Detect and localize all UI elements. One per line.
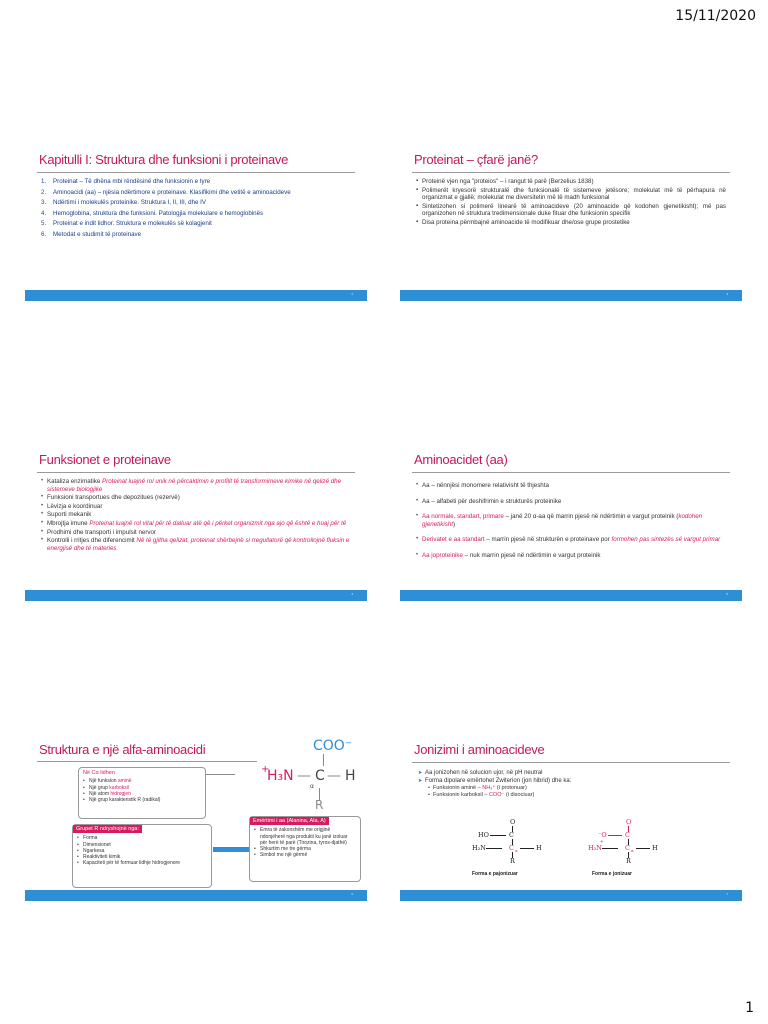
- title-divider: [412, 472, 730, 473]
- slide-1: [25, 136, 367, 301]
- page-number: 1: [745, 1000, 754, 1016]
- ionization-list: [418, 769, 728, 799]
- slide-footer: 5: [400, 590, 742, 601]
- list-item: • Prodhimi dhe transporti i impulsit nervor: [41, 529, 351, 537]
- list-item: • Aa – nënnjësi monomere relativisht të thjeshta: [416, 482, 726, 490]
- connector-bar: [213, 847, 249, 852]
- list-item: • Lëvizja e koordinuar: [41, 503, 351, 511]
- list-item: • Reaktiviteti kimik: [83, 854, 207, 860]
- slide-3: [25, 436, 367, 601]
- list-item: • Kapaciteti për të formuar lidhje hidrogjenore: [83, 860, 207, 866]
- list-item: ➤ Aa jonizohen në solucion ujor, në pH neutral: [418, 769, 728, 777]
- list-item: ▪ Sintetizohen si polimerë linearë të aminoacideve (20 aminoacide që kodohen gjenetikisht); më pas organizohen në struktura tredimensionale duke fituar dhe funksionin specifik: [416, 203, 726, 218]
- slide-4: [400, 436, 742, 601]
- list-item: • Funksionin karboksil – COO⁻ (i disociuar): [433, 792, 728, 799]
- list-item: ▪ Disa proteina përmbajnë aminoacide të modifikuar dhe/ose grupe prostetike: [416, 219, 726, 227]
- aminoacid-list: [416, 482, 726, 568]
- list-item: ▪ Proteinë vjen nga "proteios" – i rangut të parë (Berzelius 1838): [416, 178, 726, 186]
- list-item: 6. Metodat e studimit të proteinave: [41, 230, 142, 238]
- unionized-label: Forma e pajonizuar: [472, 871, 518, 877]
- list-item: 5. Proteinat e indit lidhor. Struktura e molekulës së kolagjenit: [41, 220, 212, 228]
- list-item: • Një funksion aminë: [89, 778, 201, 784]
- slide-footer: 7: [400, 890, 742, 901]
- list-item: • Një grup karboksil: [89, 785, 201, 791]
- slide-footer: 4: [25, 590, 367, 601]
- naming-box: Emërtimi i aa (Alanina, Ala, A) • Emra të zakonshëm me origjinë ndonjëherë nga produkti ku janë izoluar për herë të parë (Tirozina, tyros-djathë) • Shkurtim me tre gërma • Simbol me një gërmë: [249, 816, 361, 882]
- alpha-aminoacid-formula: COO⁻ + H₃N — C α — H R: [261, 738, 356, 812]
- list-item: • Kontrolli i rritjes dhe diferencimit Në të gjitha qelizat, proteinat shërbejnë si rregullatorë që kontrollojnë fluksin e energjisë dhe të materies: [41, 537, 351, 552]
- list-item: • Funksioni transportues dhe depozitues (rezervë): [41, 494, 351, 502]
- list-item: • Kataliza enzimatike Proteinat luajnë rol unik në përcaktimin e profilit të transformimeve kimike në qelizë dhe sistemeve biologjike: [41, 478, 351, 493]
- slide-footer: 3: [400, 290, 742, 301]
- list-item: • Forma: [83, 835, 207, 841]
- list-item: • Derivatet e aa standart – marrin pjesë në strukturën e proteinave por formohen pas sintezës së vargut primar: [416, 536, 726, 544]
- slide-title: Proteinat – çfarë janë?: [414, 152, 538, 167]
- title-divider: [412, 762, 730, 763]
- list-item: • Një grup karakteristik R (radikal): [89, 797, 201, 803]
- list-item: • Funksionin aminë – NH₃⁺ (i protonuar): [433, 785, 728, 792]
- title-divider: [37, 472, 355, 473]
- slide-title: Jonizimi i aminoacideve: [414, 742, 545, 757]
- slide-title: Funksionet e proteinave: [39, 452, 171, 467]
- list-item: ▪ Polimerët kryesorë strukturalë dhe funksionalë të sistemeve jetësore; molekulat më të përhapura në organizmat e gjallë; molekulat me diversitetin më të madh funksional: [416, 187, 726, 202]
- slide-title: Kapitulli I: Struktura dhe funksioni i proteinave: [39, 152, 289, 167]
- chapter-list: [41, 178, 351, 242]
- list-item: 3. Ndërtimi i molekulës proteinike. Struktura I, II, III, dhe IV: [41, 199, 207, 207]
- slide-title: Struktura e një alfa-aminoacidi: [39, 742, 206, 757]
- definition-list: [416, 178, 726, 228]
- slide-6: [400, 736, 742, 901]
- list-item: • Simbol me një gërmë: [260, 852, 356, 858]
- list-item: • Aa – alfabeti për deshifrimin e strukturës proteinike: [416, 498, 726, 506]
- functions-list: [41, 478, 351, 553]
- list-item: 4. Hemoglobina, struktura dhe funksioni. Patologjia molekulare e hemoglobinës: [41, 209, 264, 217]
- title-divider: [412, 172, 730, 173]
- slide-5: [25, 736, 367, 901]
- r-groups-box: Grupet R ndryshojnë nga: • Forma • Dimensionet • Ngarkesa • Reaktiviteti kimik • Kapaciteti për të formuar lidhje hidrogjenore: [72, 824, 212, 888]
- slide-footer: 2: [25, 290, 367, 301]
- ca-bonds-box: Në Cα lidhen • Një funksion aminë • Një grup karboksil • Një atom hidrogjen • Një grup karakteristik R (radikal): [78, 767, 206, 819]
- ionized-label: Forma e jonizuar: [592, 871, 633, 877]
- title-divider: [37, 172, 355, 173]
- list-item: • Shkurtim me tre gërma: [260, 846, 356, 852]
- slide-footer: 6: [25, 890, 367, 901]
- page-date: 15/11/2020: [675, 8, 756, 24]
- ionized-formula: O ⁻O C + H₃N C α H R: [588, 818, 658, 865]
- unionized-formula: O HO C H₂N C α H R: [472, 818, 542, 865]
- list-item: 2. Aminoacidi (aa) – njësia ndërtimore e proteinave. Klasifikimi dhe vetitë e aminoacideve: [41, 188, 291, 196]
- list-item: • Ngarkesa: [83, 848, 207, 854]
- list-item: • Mbrojtja imune Proteinat luajnë rol vital për të dalluar atë që i përket organizmit nga ajo që është e huaj për të: [41, 520, 351, 528]
- list-item: • Dimensionet: [83, 842, 207, 848]
- list-item: • Aa normale, standart, primare – janë 20 α-aa që marrin pjesë në ndërtimin e vargut proteinik (kodohen gjenetikisht): [416, 513, 726, 528]
- list-item: • Suporti mekanik: [41, 511, 351, 519]
- list-item: 1. Proteinat – Të dhëna mbi rëndësinë dhe funksionin e tyre: [41, 178, 211, 185]
- list-item: • Aa joproteinike – nuk marrin pjesë në ndërtimin e vargut proteinik: [416, 552, 726, 560]
- slide-2: [400, 136, 742, 301]
- list-item: • Një atom hidrogjen: [89, 791, 201, 797]
- list-item: ➤ Forma dipolare emërtohet Zwiterion (jon hibrid) dhe ka: • Funksionin aminë – NH₃⁺ (i protonuar) • Funksionin karboksil – COO⁻ (i disociuar): [418, 777, 728, 799]
- list-item: • Emra të zakonshëm me origjinë ndonjëherë nga produkti ku janë izoluar për herë të parë (Tirozina, tyros-djathë): [260, 827, 356, 846]
- slide-title: Aminoacidet (aa): [414, 452, 508, 467]
